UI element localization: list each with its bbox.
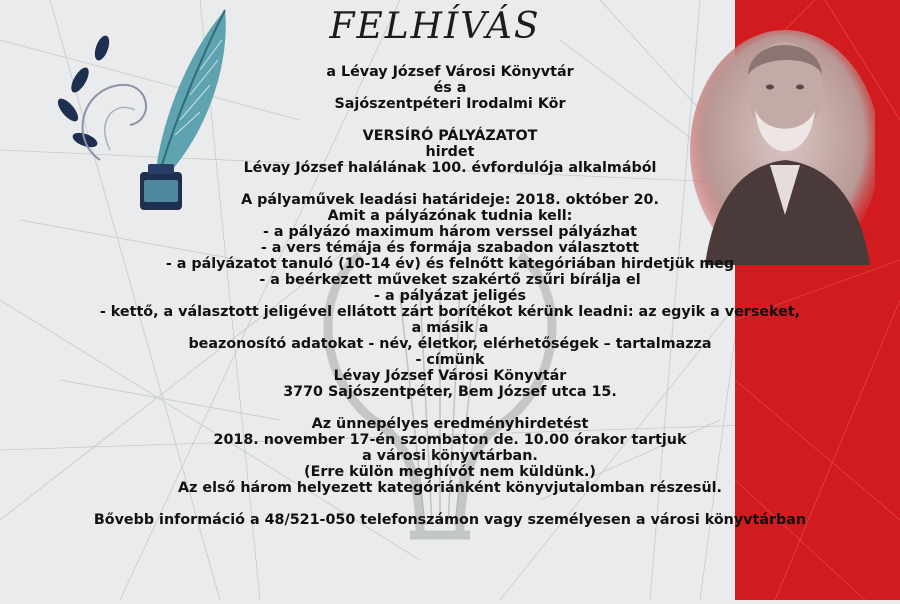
ceremony-prizes: Az első három helyezett kategóriánként könyvjutalomban részesül. [178, 480, 722, 496]
contact-info: Bővebb információ a 48/521-050 telefonszámon vagy személyesen a városi könyvtárban [93, 512, 807, 528]
rule-free-theme: - a vers témája és formája szabadon választott [260, 240, 640, 256]
rule-envelopes: - kettő, a választott jeligével ellátott zárt borítékot kérünk leadni: az egyik a verseket, [99, 304, 801, 320]
address-name: Lévay József Városi Könyvtár [333, 368, 567, 384]
ceremony-intro: Az ünnepélyes eredményhirdetést [311, 416, 589, 432]
ceremony-note: (Erre külön meghívót nem küldünk.) [304, 464, 596, 480]
announcement-body [0, 64, 900, 528]
contest-name: VERSÍRÓ PÁLYÁZATOT [362, 128, 538, 144]
address-street: 3770 Sajószentpéter, Bem József utca 15. [283, 384, 617, 400]
organizer-conjunction: és a [433, 80, 467, 96]
rule-pseudonym: - a pályázat jeligés [374, 288, 526, 304]
rule-jury: - a beérkezett műveket szakértő zsűri bírálja el [259, 272, 641, 288]
organizer-library: a Lévay József Városi Könyvtár [326, 64, 574, 80]
rule-categories: - a pályázatot tanuló (10-14 év) és felnőtt kategóriában hirdetjük meg [165, 256, 735, 272]
rules-intro: Amit a pályázónak tudnia kell: [327, 208, 573, 224]
page-title: FELHÍVÁS [329, 6, 541, 47]
rule-max-poems: - a pályázó maximum három verssel pályázhat [263, 224, 637, 240]
organizer-literary-circle: Sajószentpéteri Irodalmi Kör [334, 96, 566, 112]
deadline-text: A pályaművek leadási határideje: 2018. október 20. [241, 192, 659, 208]
announces-verb: hirdet [425, 144, 475, 160]
rule-envelopes-data: beazonosító adatokat - név, életkor, elérhetőségek – tartalmazza [188, 336, 712, 352]
rule-envelopes-cont: a másik a [411, 320, 489, 336]
occasion-text: Lévay József halálának 100. évfordulója alkalmából [243, 160, 657, 176]
ceremony-location: a városi könyvtárban. [362, 448, 538, 464]
ceremony-date: 2018. november 17-én szombaton de. 10.00 órakor tartjuk [213, 432, 687, 448]
address-intro: - címünk [415, 352, 485, 368]
